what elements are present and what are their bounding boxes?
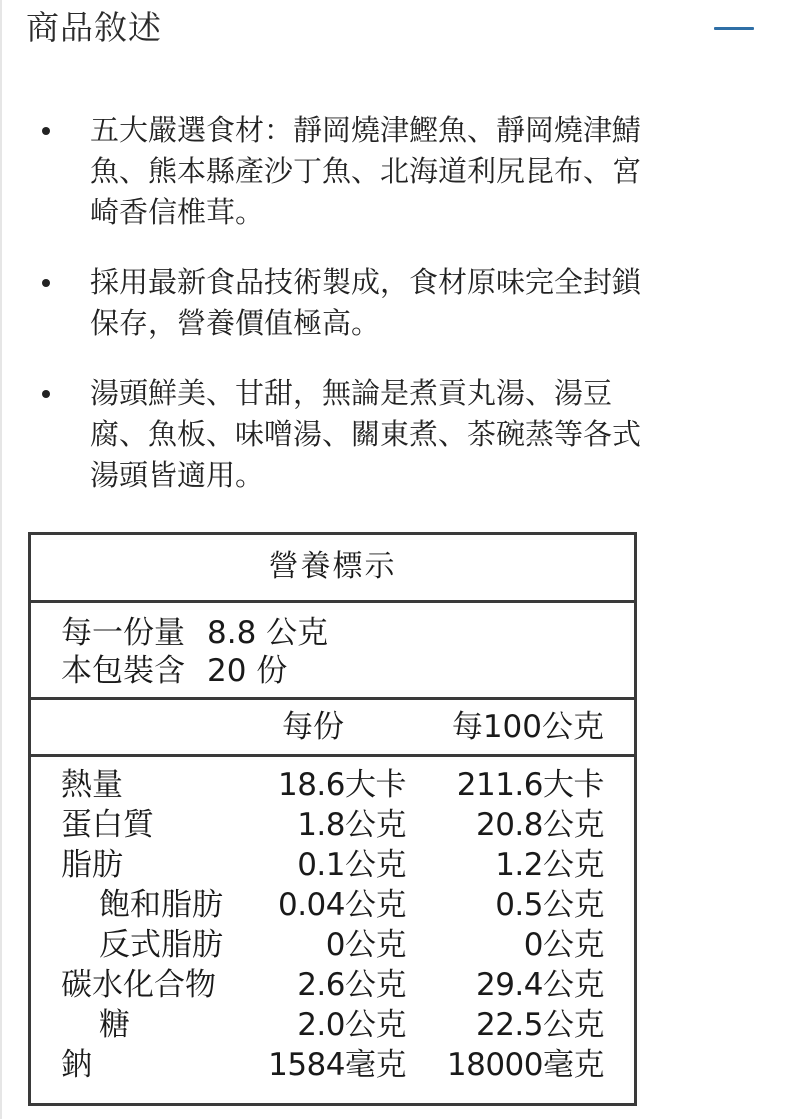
table-row <box>31 1045 634 1085</box>
per-serving-value: 0.1公克 <box>297 847 406 883</box>
nutrient-label: 飽和脂肪 <box>99 887 223 923</box>
nutrition-title-row <box>31 535 634 603</box>
servings-per-package-line <box>61 651 287 691</box>
list-item <box>2 262 799 344</box>
per-100g-value: 211.6大卡 <box>456 767 604 803</box>
per-serving-value: 0.04公克 <box>277 887 406 923</box>
bullet-dot-icon <box>42 390 50 398</box>
per-serving-value: 1584毫克 <box>268 1047 406 1083</box>
nutrition-facts-label <box>28 532 637 1106</box>
nutrient-label: 反式脂肪 <box>99 927 223 963</box>
section-title: 商品敘述 <box>26 8 162 47</box>
nutrient-label: 糖 <box>99 1007 130 1043</box>
list-item-text: 採用最新食品技術製成，食材原味完全封鎖 <box>90 265 642 299</box>
per-100g-value: 1.2公克 <box>495 847 604 883</box>
per-serving-value: 2.6公克 <box>297 967 406 1003</box>
serving-size-line <box>61 613 328 653</box>
list-item-text: 崎香信椎茸。 <box>90 195 265 229</box>
minus-icon <box>714 27 754 30</box>
column-header-per-serving: 每份 <box>282 709 344 745</box>
list-item-text: 腐、魚板、味噌湯、關東煮、茶碗蒸等各式 <box>90 417 642 451</box>
table-row <box>31 805 634 845</box>
section-header[interactable] <box>2 0 799 60</box>
bullet-dot-icon <box>42 127 50 135</box>
per-100g-value: 0公克 <box>523 927 604 963</box>
list-item-text: 湯頭鮮美、甘甜，無論是煮貢丸湯、湯豆 <box>90 376 613 410</box>
nutrition-title: 營養標示 <box>268 549 397 584</box>
nutrient-label: 碳水化合物 <box>61 967 216 1003</box>
table-row <box>31 1005 634 1045</box>
per-serving-value: 0公克 <box>325 927 406 963</box>
table-row <box>31 925 634 965</box>
nutrient-label: 脂肪 <box>61 847 123 883</box>
serving-info <box>31 603 634 700</box>
nutrient-label: 蛋白質 <box>61 807 154 843</box>
column-header-per-100g: 每100公克 <box>451 709 604 745</box>
per-100g-value: 18000毫克 <box>446 1047 604 1083</box>
table-row <box>31 765 634 805</box>
per-serving-value: 18.6大卡 <box>277 767 406 803</box>
table-row <box>31 885 634 925</box>
nutrient-label: 熱量 <box>61 767 123 803</box>
nutrition-rows <box>31 757 634 1103</box>
per-100g-value: 0.5公克 <box>495 887 604 923</box>
servings-value: 20 份 <box>207 653 288 689</box>
nutrition-column-headers <box>31 700 634 757</box>
nutrient-label: 鈉 <box>61 1047 92 1083</box>
list-item-text: 湯頭皆適用。 <box>90 458 265 492</box>
description-list <box>2 110 799 525</box>
collapse-button[interactable] <box>708 8 758 48</box>
list-item-text: 保存，營養價值極高。 <box>90 306 381 340</box>
bullet-dot-icon <box>42 279 50 287</box>
per-serving-value: 2.0公克 <box>297 1007 406 1043</box>
servings-label: 本包裝含 <box>61 653 185 689</box>
table-row <box>31 845 634 885</box>
list-item <box>2 110 799 233</box>
per-100g-value: 29.4公克 <box>475 967 604 1003</box>
list-item-text: 五大嚴選食材：靜岡燒津鰹魚、靜岡燒津鯖 <box>90 113 642 147</box>
per-100g-value: 20.8公克 <box>475 807 604 843</box>
per-100g-value: 22.5公克 <box>475 1007 604 1043</box>
serving-size-value: 8.8 公克 <box>207 615 329 651</box>
table-row <box>31 965 634 1005</box>
per-serving-value: 1.8公克 <box>297 807 406 843</box>
list-item-text: 魚、熊本縣產沙丁魚、北海道利尻昆布、宮 <box>90 154 642 188</box>
serving-size-label: 每一份量 <box>61 615 185 651</box>
list-item <box>2 373 799 496</box>
